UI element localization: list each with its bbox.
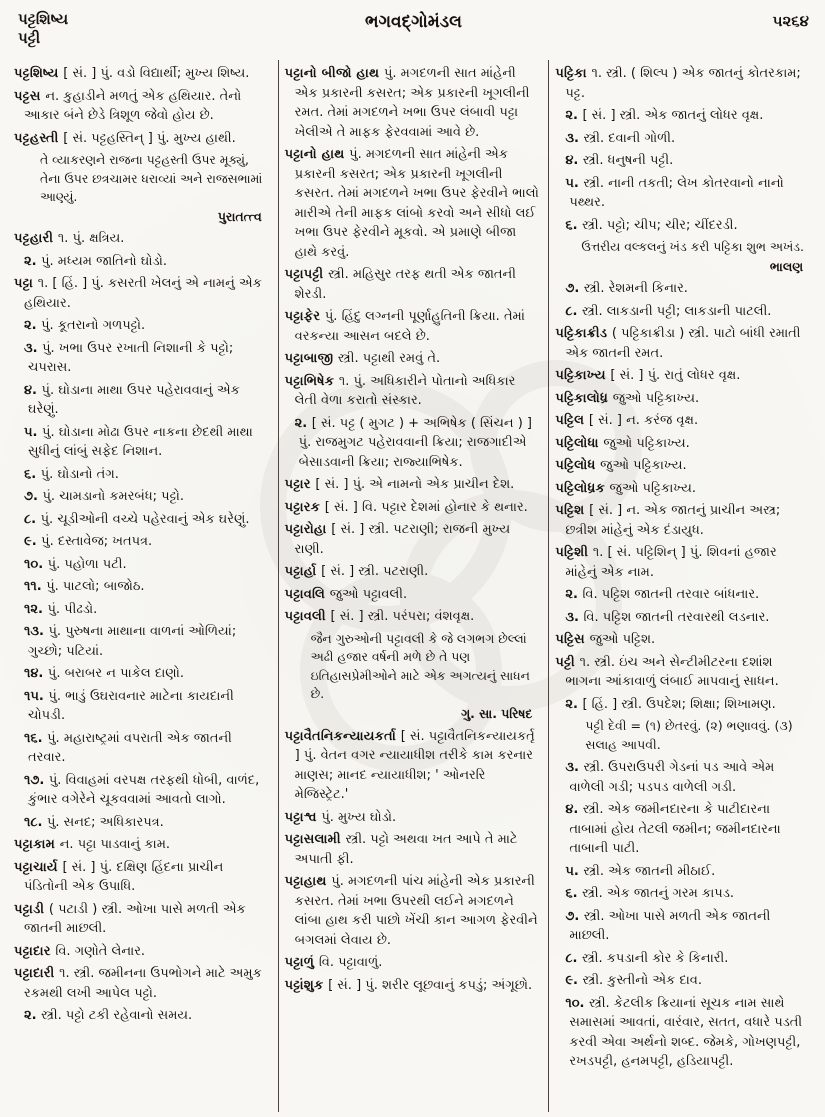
headword: પટ્ટાકામ [14,837,60,853]
sense-number: ૮. [565,303,582,319]
sense-line: ૧૦. પું. પહોળા પટી. [24,556,127,572]
dictionary-entry: પટ્ટસ ન. કુહાડીને મળતું એક હથિયાર. તેનો આકાર બંને છેડે ત્રિશૂળ જેવો હોય છે. [14,88,242,123]
sense-number: ૨. [565,696,583,712]
sense-number: ૧૬. [24,730,48,746]
headword: પટ્ટાંશુક [284,977,329,993]
sense-line: ૧૦. સ્ત્રી. કેટલીક ક્રિયાનાં સૂચક નામ સાથે સમાસમાં આવતાં, વારંવાર, સતત, વધારે પડતી કરવી એવા અર્થનો શબ્દ. જેમકે, ગોખણપટ્ટી, રખડપટ્ટી, હનમપટ્ટી, હડિયાપટ્ટી. [565,995,803,1069]
headword: પટ્ટાવૈતનિકન્યાયકર્તા [284,728,401,744]
sense-number: ૧૫. [24,688,49,704]
sense-line: ૩. સ્ત્રી. ઉપરાઉપરી ગેડનાં પડ આવે એમ વાળેલી ગડી; પડપડ વાળેલી ગડી. [565,760,775,795]
headword: પટ્ટાબાજી [284,351,338,366]
source-attribution: પુરાતત્ત્વ [217,208,262,224]
quotation: તે વ્યાકરણને રાજના પટ્ટહસ્તી ઉપર મૂક્યું, તેના ઉપર છત્રચામર ધરાવ્યાં અને રાજસભામાં આણ્યું. [40,152,263,205]
headword: પટ્ટાફેર [284,309,325,324]
dictionary-entry: પટ્ટાવલી [ સં. ] સ્ત્રી. પરંપરા; વંશવૃક્ષ. [284,609,475,624]
dictionary-entry: પટ્ટિકાખ્ય [ સં. ] પું. રાતું લોધર વૃક્ષ. [555,368,741,384]
headword: પટ્ટિશી [555,545,593,561]
source-attribution: ગુ. સા. પરિષદ [461,705,533,721]
sense-number: ૨. [24,318,42,334]
dictionary-entry: પટ્ટાડી ( પટાડી ) સ્ત્રી. ઓખા પાસે મળતી એક જાતની માછલી. [14,901,246,937]
sense-number: ૩. [565,609,584,625]
sense-number: ૨. [24,1008,42,1024]
sense-line: ૧૧. પું. પાટલો; બાજોઠ. [24,579,145,595]
headword: પટ્ટાહાથ [284,874,332,890]
dictionary-entry: પટ્ટહસ્તી [ સં. પટ્ટહસ્તિન્ ] પું. મુખ્ય હાથી. [14,130,236,146]
dictionary-entry: પટ્ટાંશુક [ સં. ] પું. શરીર લૂછવાનું કપડું; અંગૂછો. [284,977,533,993]
quotation: ઉત્તરીય વલ્કલનું ખંડ કરી પટ્ટિકા શુભ અખંડ. [581,239,804,254]
sense-number: ૬. [565,886,583,901]
sense-line: ૮. સ્ત્રી. લાકડાની પટ્ટી; લાકડાની પાટલી. [565,303,772,319]
column-3 [548,60,819,1112]
sense-number: ૭. [565,281,584,297]
headword: પટ્ટિલોધા [555,435,604,451]
dictionary-entry: પટ્ટારક [ સં. ] વિ. પટ્ટાર દેશમાં હોનાર કે થનાર. [284,499,528,515]
sense-line: ૧૭. પું. વિવાહમાં વરપક્ષ તરફથી ધોબી, વાળંદ, કુંભાર વગેરેને ચૂકવવામાં આવતો લાગો. [24,772,260,808]
sense-number: ૨. [565,587,583,603]
page-header [8,8,819,58]
sense-number: ૪. [565,802,583,817]
headword: પટ્ટિલ [555,413,589,429]
headword: પટ્ટાર [284,477,316,492]
sense-line: ૧૪. પું. બરાબર ન પાકેલ દાણો. [24,666,184,682]
dictionary-entry: પટ્ટિશ [ સં. ] ન. એક જાતનું પ્રાચીન અસ્ત્ર; છત્રીશ માંહેનું એક દંડાયુધ. [555,503,781,538]
dictionary-entry: પટ્ટા ૧. [ હિં. ] પું. કસરતી ખેલનું એ નામનું એક હથિયાર. [14,276,262,311]
dictionary-entry: પટ્ટાનો હાથ પું. મગદળની સાત માંહેની એક પ્રકારની કસરત; એક પ્રકારની ખૂગલીની કસરત. તેમાં મગદળને ખભા ઉપર ફેરવીને ભાલો મારીએ તેની માફક લાંબો કરવો અને સીધો લઈ ખભા ઉપર ફેરવીને મૂકવો. એ પ્રમાણે બીજા હાથે કરવું. [284,147,539,260]
headword: પટ્ટશિષ્ય [14,66,64,81]
sense-line: ૨. વિ. પટ્ટિશ જાતની તરવાર બાંધનાર. [565,587,760,603]
dictionary-entry: પટ્ટહારી ૧. પું. ક્ષત્રિય. [14,231,125,247]
sense-number: ૧૦. [24,556,48,572]
sense-line: ૨. [ સં. ] સ્ત્રી. એક જાતનું લોધર વૃક્ષ. [565,108,764,123]
dictionary-entry: પટ્ટાહાથ પું. મગદળની પાંચ માંહેની એક પ્રકારની કસરત. તેમાં ખભા ઉપરથી લઈને મગદળને લાંબા હાથ કરી પાછો ખેંચી કાન આગળ ફેરવીને બગલમાં લેવાય છે. [284,874,538,948]
guide-word-bottom: પટ્ટી [18,28,41,47]
headword: પટ્ટાશ્વ [284,809,322,825]
dictionary-entry: પટ્ટાર [ સં. ] પું. એ નામનો એક પ્રાચીન દેશ. [284,477,515,492]
sense-number: ૧૧. [24,579,47,595]
dictionary-entry: પટ્ટાનો બીજો હાથ પું. મગદળની સાત માંહેની એક પ્રકારની કસરત; એક પ્રકારની ખૂગલીની રમત. તેમાં મગદળને ખભા ઉપર લંબાવી પટ્ટા ખેલીએ તે માફક ફેરવવામાં આવે છે. [284,66,530,140]
headword: પટ્ટાનો બીજો હાથ [284,66,384,81]
sense-line: ૩. વિ. પટ્ટિશ જાતની તરવારથી લડનાર. [565,609,770,625]
sense-number: ૩. [24,340,43,356]
dictionary-entry: પટ્ટિસ જુઓ પટ્ટિશ. [555,632,656,648]
headword: પટ્ટાડી [14,901,49,917]
sense-line: ૩. પું. ખભા ઉપર રખાતી નિશાની કે પટ્ટો; ચપરાસ. [24,340,234,376]
sense-number: ૮. [565,950,582,966]
sense-number: ૨. [565,108,583,123]
dictionary-entry: પટ્ટાદારી ૧. સ્ત્રી. જમીનના ઉપભોગને માટે અમુક રકમથી લખી આપેલ પટ્ટો. [14,966,262,1001]
dictionary-entry: પટ્ટિકાક્રીડ ( પટ્ટિકાક્રીડા ) સ્ત્રી. પાટો બાંધી રમાતી એક જાતની રમત. [555,326,801,361]
sense-line: ૧૮. પું. સનદ; અધિકારપત્ર. [24,814,164,830]
dictionary-entry: પટ્ટશિષ્ય [ સં. ] પું. વડો વિદ્યાર્થી; મુખ્ય શિષ્ય. [14,66,250,81]
headword: પટ્ટહારી [14,231,58,247]
sense-line: ૭. પું. ચામડાનો કમરબંધ; પટ્ટો. [24,489,185,505]
sense-number: ૫. [565,175,584,191]
sense-line: ૨. [ સં. પટ્ટ ( મુગટ ) + અભિષેક ( સિંચન ) ] પું. રાજમુગટ પહેરાવવાની ક્રિયા; રાજગાદીએ બેસાડવાની ક્રિયા; રાજ્યાભિષેક. [294,415,532,470]
headword: પટ્ટાપટ્ટી [284,267,329,282]
dictionary-entry: પટ્ટારોહા [ સં. ] સ્ત્રી. પટરાણી; રાજની મુખ્ય રાણી. [284,522,511,557]
headword: પટ્ટાવલિ [284,586,330,602]
sense-number: ૧૭. [24,772,49,788]
headword: પટ્ટિકાક્રીડ [555,326,612,342]
headword: પટ્ટાળું [284,955,319,971]
sense-line: ૭. સ્ત્રી. રેશમની કિનાર. [565,281,688,297]
headword: પટ્ટાવલી [284,609,331,624]
dictionary-entry: પટ્ટિલોધ્રક જુઓ પટ્ટિકાખ્ય. [555,480,696,496]
headword: પટ્ટાચાર્ય [14,859,63,875]
sense-number: ૫. [24,424,43,440]
sense-line: ૪. પું. ઘોડાના માથા ઉપર પહેરાવવાનું એક ઘરેણું. [24,382,240,418]
headword: પટ્ટી [555,654,580,670]
sense-number: ૧૪. [24,666,48,682]
sense-line: ૫. પું. ઘોડાના મોઢા ઉપર નાકના છેદથી માથા સુધીનું લાંબું સફેદ નિશાન. [24,424,253,460]
headword: પટ્ટાદાર [14,943,56,959]
sense-number: ૨. [24,253,42,269]
sense-line: ૨. સ્ત્રી. પટ્ટો ટકી રહેવાનો સમય. [24,1008,193,1024]
headword: પટ્ટિશ [555,503,590,519]
headword: પટ્ટિકા [555,66,592,81]
dictionary-entry: પટ્ટાસલામી સ્ત્રી. પટ્ટો અથવા ખત આપે તે માટે અપાતી ફી. [284,832,518,867]
sense-line: ૮. પું. ચૂડીઓની વચ્ચે પહેરવાનું એક ઘરેણું. [24,511,250,527]
dictionary-entry: પટ્ટિલોધ જુઓ પટ્ટિકાખ્ય. [555,458,687,474]
idiom-line: પટ્ટી દેવી = (૧) છેતરવું. (૨) ભણાવવું. (૩) સલાહ આપવી. [585,718,793,753]
headword: પટ્ટિકાખ્ય [555,368,611,384]
dictionary-entry: પટ્ટિકાલોધ્ર જુઓ પટ્ટિકાખ્ય. [555,390,700,406]
headword: પટ્ટાર્હા [284,564,322,579]
dictionary-entry: પટ્ટિકા ૧. સ્ત્રી. ( શિલ્પ ) એક જાતનું કોતરકામ; પટ્ટ. [555,66,801,101]
sense-line: ૨. પું. મધ્યમ જાતિનો ઘોડો. [24,253,168,269]
dictionary-entry: પટ્ટિશી ૧. [ સં. પટ્ટિશિન્ ] પું. શિવનાં હજાર માંહેનું એક નામ. [555,545,777,580]
dictionary-entry: પટ્ટાદાર વિ. ગણોતે લેનાર. [14,943,146,959]
sense-number: ૨. [294,415,312,431]
headword: પટ્ટાદારી [14,966,60,982]
sense-number: ૫. [565,863,584,879]
sense-number: ૩. [565,760,584,775]
column-1 [8,60,278,1112]
sense-line: ૬. પું. ઘોડાનો તંગ. [24,466,119,482]
page-number: ૫૨૬૪ [772,12,809,30]
sense-line: ૨. [ હિં. ] સ્ત્રી. ઉપદેશ; શિક્ષા; શિખામણ. [565,696,776,712]
headword: પટ્ટાભિષેક [284,373,339,389]
sense-number: ૬. [565,217,583,233]
dictionary-entry: પટ્ટિલ [ સં. ] ન. કરંજ વૃક્ષ. [555,413,699,429]
sense-line: ૪. સ્ત્રી. ધનુષની પટ્ટી. [565,153,674,168]
sense-number: ૭. [24,489,43,505]
sense-line: ૩. સ્ત્રી. દવાની ગોળી. [565,130,676,146]
headword: પટ્ટિલોધ [555,458,601,474]
column-2 [278,60,549,1112]
sense-number: ૧૨. [24,601,48,617]
sense-line: ૫. સ્ત્રી. એક જાતની મીઠાઈ. [565,863,716,879]
headword: પટ્ટાનો હાથ [284,147,350,162]
sense-line: ૧૩. પું. પુરુષના માથાના વાળનાં ઓળિયાં; ગુચ્છો; પટિયાં. [24,624,237,659]
dictionary-entry: પટ્ટાપટ્ટી સ્ત્રી. મહિસુર તરફ થતી એક જાતની શેરડી. [284,267,516,302]
sense-number: ૪. [565,153,583,168]
sense-line: ૮. સ્ત્રી. કપડાની કોર કે કિનારી. [565,950,729,966]
guide-words [18,10,218,48]
sense-line: ૯. સ્ત્રી. કુસ્તીનો એક દાવ. [565,973,703,988]
sense-line: ૬. સ્ત્રી. પટ્ટો; ચીપ; ચીર; ચીંદરડી. [565,217,738,233]
headword: પટ્ટિકાલોધ્ર [555,390,613,406]
sense-line: ૬. સ્ત્રી. એક જાતનું ગરમ કાપડ. [565,886,735,901]
dictionary-entry: પટ્ટાશ્વ પું. મુખ્ય ઘોડો. [284,809,397,825]
sense-number: ૩. [565,130,584,146]
sense-line: ૨. પું. કૂતરાનો ગળપટ્ટો. [24,318,146,334]
sense-number: ૯. [24,534,42,550]
sense-number: ૪. [24,382,42,398]
dictionary-entry: પટ્ટાળું વિ. પટ્ટાવાળું. [284,955,383,971]
headword: પટ્ટારોહા [284,522,332,537]
headword: પટ્ટિસ [555,632,590,648]
dictionary-entry: પટ્ટાફેર પું. હિંદુ લગ્નની પૂર્ણાહુતિની ક્રિયા. તેમાં વરકન્યા આસન બદલે છે. [284,309,525,344]
dictionary-columns [8,60,819,1112]
dictionary-entry: પટ્ટિલોધા જુઓ પટ્ટિકાખ્ય. [555,435,690,451]
dictionary-entry: પટ્ટાર્હા [ સં. ] સ્ત્રી. પટરાણી. [284,564,429,579]
dictionary-entry: પટ્ટાવૈતનિકન્યાયકર્તા [ સં. પટ્ટાવૈતનિકન્યાયકર્તૃ ] પું. વેતન વગર ન્યાયાધીશ તરીકે કામ કરનાર માણસ; માનદ ન્યાયાધીશ; ' ઓનરરિ મેજિસ્ટ્રેટ.' [284,728,535,803]
sense-number: ૯. [565,973,583,988]
sense-line: ૧૫. પું. ભાડું ઉઘરાવનાર માટેના કાયદાની ચોપડી. [24,688,234,724]
guide-word-top: પટ્ટશિષ્ય [18,10,69,28]
sense-line: ૯. પું. દસ્તાવેજ; ખતપત્ર. [24,534,153,550]
headword: પટ્ટસ [14,88,46,104]
headword: પટ્ટારક [284,499,325,515]
headword: પટ્ટિલોધ્રક [555,480,610,496]
sense-number: ૧૩. [24,624,49,640]
sense-number: ૭. [565,908,584,924]
dictionary-entry: પટ્ટાભિષેક ૧. પું. અધિકારીને પોતાનો અધિકાર લેતી વેળા કરાતો સંસ્કાર. [284,373,516,408]
sense-line: ૫. સ્ત્રી. નાની તકતી; લેખ કોતરવાનો નાનો પથ્થર. [565,175,784,210]
sense-number: ૧૮. [24,814,47,830]
headword: પટ્ટાસલામી [284,832,346,848]
dictionary-entry: પટ્ટાબાજી સ્ત્રી. પટ્ટાથી રમવું તે. [284,351,441,366]
sense-number: ૧૦. [565,995,590,1011]
quotation: જૈન ગુરુઓની પટ્ટાવલી કે જે લગભગ છેલ્લાં અઢી હજાર વર્ષની મળે છે તે પણ ઇતિહાસપ્રેમીઓને માટે એક અગત્યનું સાધન છે. [310,630,530,702]
headword: પટ્ટહસ્તી [14,130,64,146]
dictionary-entry: પટ્ટાવલિ જુઓ પટ્ટાવલી. [284,586,408,602]
dictionary-entry: પટ્ટી ૧. સ્ત્રી. ઇંચ અને સેન્ટીમીટરના દશાંશ ભાગના આંકાવાળું લંબાઈ માપવાનું સાધન. [555,654,779,690]
book-title: ભગવદ્ગોમંડલ [365,12,462,32]
sense-line: ૪. સ્ત્રી. એક જમીનદારના કે પાટીદારના તાબામાં હોય તેટલી જમીન; જમીનદારના તાબાની પાટી. [565,802,781,856]
source-attribution: ભાલણ [769,258,804,274]
headword: પટ્ટા [14,276,38,292]
sense-line: ૧૨. પું. પીઢડો. [24,601,98,617]
sense-line: ૧૬. પું. મહારાષ્ટ્રમાં વપરાતી એક જાતની તરવાર. [24,730,232,766]
sense-number: ૬. [24,466,41,482]
dictionary-entry: પટ્ટાકામ ન. પટ્ટા પાડવાનું કામ. [14,837,171,853]
dictionary-entry: પટ્ટાચાર્ય [ સં. ] પું. દક્ષિણ હિંદના પ્રાચીન પંડિતોની એક ઉપાધિ. [14,859,224,895]
sense-line: ૭. સ્ત્રી. ઓખા પાસે મળતી એક જાતની માછલી. [565,908,771,943]
sense-number: ૮. [24,511,41,527]
